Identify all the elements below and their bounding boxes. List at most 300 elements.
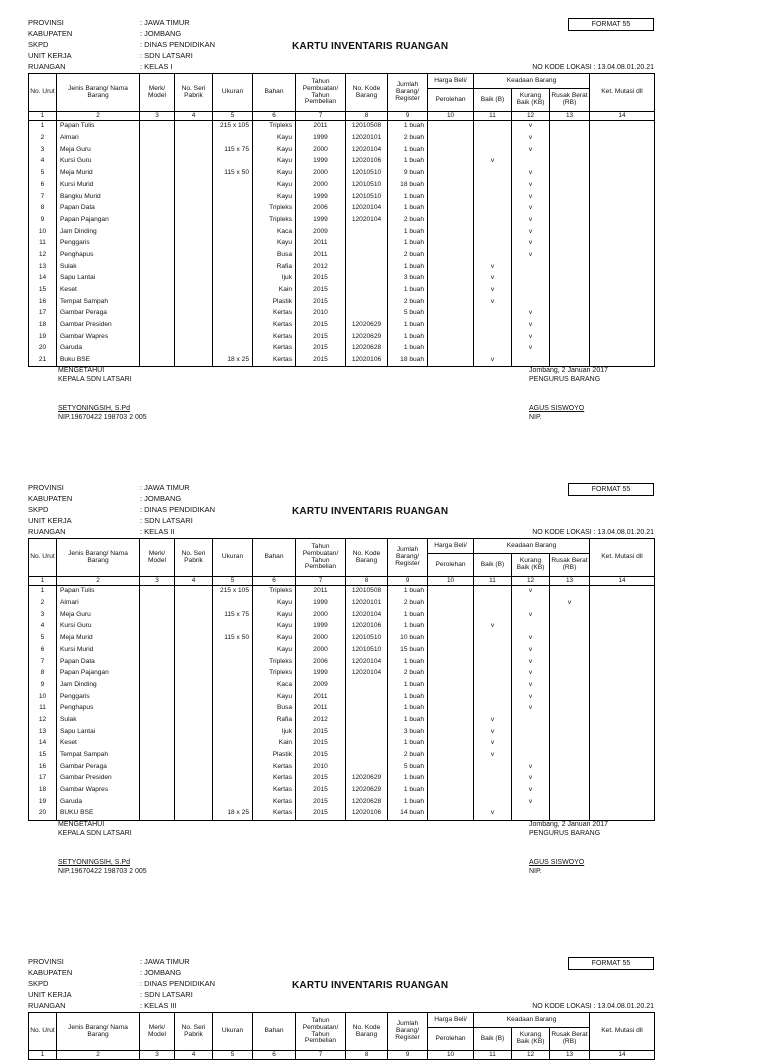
- col-bahan: Bahan: [253, 74, 296, 112]
- table-cell: [428, 133, 474, 145]
- table-cell: [175, 761, 213, 773]
- table-row: [29, 168, 655, 180]
- table-cell: [213, 761, 253, 773]
- table-cell: 1999: [296, 598, 346, 610]
- table-cell: Penggaris: [57, 238, 140, 250]
- table-cell: 2 buah: [388, 250, 428, 262]
- column-number: 10: [428, 112, 474, 121]
- table-cell: 16: [29, 761, 57, 773]
- table-cell: [550, 191, 590, 203]
- table-cell: 1999: [296, 191, 346, 203]
- table-cell: 1 buah: [388, 609, 428, 621]
- col-baik: Baik (B): [474, 1028, 512, 1051]
- table-cell: 2000: [296, 144, 346, 156]
- table-cell: [550, 621, 590, 633]
- table-cell: [428, 633, 474, 645]
- table-cell: 21: [29, 355, 57, 367]
- table-cell: Sulak: [57, 261, 140, 273]
- table-cell: 1 buah: [388, 285, 428, 297]
- table-cell: 2010: [296, 308, 346, 320]
- table-cell: 2 buah: [388, 750, 428, 762]
- table-cell: [550, 668, 590, 680]
- table-cell: 2015: [296, 808, 346, 820]
- table-cell: 18: [29, 320, 57, 332]
- ruangan-row: [28, 62, 173, 71]
- table-cell: [474, 773, 512, 785]
- table-cell: 2015: [296, 296, 346, 308]
- table-cell: Garuda: [57, 796, 140, 808]
- format-box: FORMAT 55: [568, 957, 654, 970]
- table-cell: 1 buah: [388, 680, 428, 692]
- table-cell: [140, 738, 175, 750]
- table-cell: 11: [29, 238, 57, 250]
- table-cell: [512, 261, 550, 273]
- table-row: [29, 691, 655, 703]
- table-cell: 1 buah: [388, 703, 428, 715]
- table-cell: 9: [29, 215, 57, 227]
- mengetahui-label: MENGETAHUI: [58, 820, 105, 828]
- table-cell: 12020629: [346, 785, 388, 797]
- table-cell: [175, 121, 213, 133]
- table-cell: 13: [29, 261, 57, 273]
- table-cell: Garuda: [57, 343, 140, 355]
- table-cell: v: [512, 168, 550, 180]
- table-cell: Kertas: [253, 343, 296, 355]
- table-cell: v: [474, 285, 512, 297]
- table-cell: v: [512, 668, 550, 680]
- skpd-row: [28, 979, 215, 988]
- table-cell: 2006: [296, 656, 346, 668]
- table-cell: 2 buah: [388, 598, 428, 610]
- table-cell: 18 x 25: [213, 808, 253, 820]
- unit-kerja-value: : SDN LATSARI: [140, 516, 193, 525]
- table-cell: Meja Guru: [57, 144, 140, 156]
- table-cell: 12020629: [346, 331, 388, 343]
- column-number: 6: [253, 112, 296, 121]
- table-cell: Gambar Wapres: [57, 331, 140, 343]
- table-cell: v: [512, 785, 550, 797]
- col-ukuran: Ukuran: [213, 74, 253, 112]
- col-harga: Harga Beli/: [428, 1013, 474, 1028]
- table-cell: v: [512, 250, 550, 262]
- table-cell: [346, 296, 388, 308]
- table-cell: v: [550, 598, 590, 610]
- column-number: 6: [253, 1051, 296, 1060]
- table-cell: [474, 703, 512, 715]
- table-cell: [213, 656, 253, 668]
- table-cell: 1 buah: [388, 621, 428, 633]
- table-cell: 13: [29, 726, 57, 738]
- table-cell: 2000: [296, 179, 346, 191]
- pengurus-title: PENGURUS BARANG: [529, 376, 601, 384]
- table-cell: Kursi Guru: [57, 156, 140, 168]
- table-cell: 2006: [296, 203, 346, 215]
- table-cell: 12010510: [346, 644, 388, 656]
- table-cell: [213, 680, 253, 692]
- table-cell: Gambar Presiden: [57, 320, 140, 332]
- table-cell: [175, 715, 213, 727]
- table-cell: [590, 273, 655, 285]
- table-cell: [175, 691, 213, 703]
- table-cell: [474, 308, 512, 320]
- table-cell: [213, 621, 253, 633]
- table-cell: [175, 656, 213, 668]
- table-row: [29, 343, 655, 355]
- table-cell: [474, 633, 512, 645]
- table-cell: [175, 355, 213, 367]
- table-cell: 1 buah: [388, 156, 428, 168]
- table-cell: [140, 726, 175, 738]
- table-cell: 2009: [296, 226, 346, 238]
- format-box: FORMAT 55: [568, 483, 654, 496]
- table-cell: v: [512, 691, 550, 703]
- col-no: No. Urut: [29, 1013, 57, 1051]
- table-cell: 1 buah: [388, 121, 428, 133]
- table-cell: 12020104: [346, 656, 388, 668]
- table-cell: Kertas: [253, 331, 296, 343]
- table-cell: 12020104: [346, 668, 388, 680]
- table-cell: v: [512, 343, 550, 355]
- skpd-label: SKPD: [28, 505, 49, 514]
- table-cell: Papan Data: [57, 203, 140, 215]
- table-row: [29, 609, 655, 621]
- table-cell: 12020101: [346, 598, 388, 610]
- table-cell: [346, 680, 388, 692]
- table-cell: [140, 668, 175, 680]
- table-row: [29, 156, 655, 168]
- table-cell: [175, 785, 213, 797]
- table-cell: 1 buah: [388, 238, 428, 250]
- table-cell: [590, 168, 655, 180]
- table-cell: v: [474, 296, 512, 308]
- table-cell: [175, 738, 213, 750]
- column-number: 9: [388, 1051, 428, 1060]
- table-cell: Penghapus: [57, 703, 140, 715]
- table-cell: [550, 133, 590, 145]
- table-cell: 2015: [296, 738, 346, 750]
- table-cell: [213, 320, 253, 332]
- table-row: [29, 738, 655, 750]
- unit-kerja-value: : SDN LATSARI: [140, 990, 193, 999]
- table-cell: 18 x 25: [213, 355, 253, 367]
- table-row: [29, 191, 655, 203]
- inventory-table: [28, 538, 655, 821]
- table-cell: [175, 621, 213, 633]
- table-cell: [474, 343, 512, 355]
- table-cell: 12020104: [346, 203, 388, 215]
- table-cell: v: [474, 738, 512, 750]
- table-cell: 12020628: [346, 796, 388, 808]
- table-cell: [474, 796, 512, 808]
- table-cell: [140, 203, 175, 215]
- table-cell: [590, 668, 655, 680]
- table-cell: Plastik: [253, 750, 296, 762]
- table-cell: 18 buah: [388, 179, 428, 191]
- table-row: [29, 761, 655, 773]
- table-cell: v: [512, 703, 550, 715]
- table-cell: [140, 609, 175, 621]
- table-cell: [175, 144, 213, 156]
- signature-block: [28, 821, 654, 879]
- table-cell: 115 x 50: [213, 633, 253, 645]
- col-ukuran: Ukuran: [213, 1013, 253, 1051]
- table-cell: [175, 750, 213, 762]
- table-cell: [175, 680, 213, 692]
- table-cell: [213, 203, 253, 215]
- column-number: 5: [213, 1051, 253, 1060]
- table-cell: [590, 238, 655, 250]
- table-cell: 19: [29, 796, 57, 808]
- table-cell: v: [512, 320, 550, 332]
- table-cell: [175, 191, 213, 203]
- table-cell: [175, 644, 213, 656]
- ruangan-label: RUANGAN: [28, 1001, 66, 1010]
- table-cell: v: [474, 621, 512, 633]
- table-cell: BUKU BSE: [57, 808, 140, 820]
- table-cell: Meja Murid: [57, 633, 140, 645]
- table-cell: 20: [29, 343, 57, 355]
- column-number: 12: [512, 112, 550, 121]
- table-cell: [512, 598, 550, 610]
- provinsi-value: : JAWA TIMUR: [140, 957, 190, 966]
- table-cell: 14: [29, 273, 57, 285]
- column-number: 1: [29, 577, 57, 586]
- table-cell: [175, 773, 213, 785]
- table-cell: [512, 273, 550, 285]
- unit-kerja-row: [28, 990, 193, 999]
- table-cell: [140, 355, 175, 367]
- table-cell: [512, 808, 550, 820]
- table-cell: [428, 738, 474, 750]
- table-cell: [428, 215, 474, 227]
- table-row: [29, 644, 655, 656]
- table-cell: [213, 726, 253, 738]
- table-cell: 2011: [296, 250, 346, 262]
- table-cell: 2: [29, 133, 57, 145]
- table-cell: [550, 773, 590, 785]
- table-row: [29, 238, 655, 250]
- card-title: KARTU INVENTARIS RUANGAN: [292, 980, 449, 991]
- table-cell: v: [512, 331, 550, 343]
- table-cell: [590, 296, 655, 308]
- table-cell: [346, 726, 388, 738]
- table-cell: 2 buah: [388, 215, 428, 227]
- table-cell: 12010508: [346, 121, 388, 133]
- signature-date: Jombang, 2 Januari 2017: [529, 367, 608, 375]
- provinsi-row: [28, 957, 190, 966]
- table-cell: [140, 680, 175, 692]
- column-number: 4: [175, 112, 213, 121]
- table-cell: v: [512, 133, 550, 145]
- table-cell: [590, 121, 655, 133]
- table-cell: [474, 215, 512, 227]
- column-number-row: [29, 112, 655, 121]
- table-cell: 115 x 75: [213, 144, 253, 156]
- column-number: 8: [346, 577, 388, 586]
- table-cell: [590, 586, 655, 598]
- table-row: [29, 331, 655, 343]
- table-cell: 12010508: [346, 586, 388, 598]
- column-number: 8: [346, 112, 388, 121]
- kepala-title: KEPALA SDN LATSARI: [58, 376, 132, 384]
- table-cell: 9: [29, 680, 57, 692]
- table-cell: Papan Data: [57, 656, 140, 668]
- table-cell: [474, 133, 512, 145]
- table-cell: 14 buah: [388, 808, 428, 820]
- table-cell: Gambar Peraga: [57, 308, 140, 320]
- table-cell: 10: [29, 691, 57, 703]
- table-cell: 2 buah: [388, 296, 428, 308]
- table-cell: Kain: [253, 738, 296, 750]
- table-cell: v: [474, 726, 512, 738]
- kabupaten-value: : JOMBANG: [140, 968, 182, 977]
- column-number-row: [29, 1051, 655, 1060]
- table-cell: [140, 703, 175, 715]
- table-cell: [428, 203, 474, 215]
- table-cell: [140, 621, 175, 633]
- ruangan-value: : KELAS I: [140, 62, 173, 71]
- signature-date: Jombang, 2 Januari 2017: [529, 820, 608, 828]
- table-row: [29, 261, 655, 273]
- col-ket: Ket. Mutasi dll: [590, 539, 655, 577]
- table-cell: [213, 215, 253, 227]
- table-cell: 5 buah: [388, 308, 428, 320]
- table-cell: [428, 691, 474, 703]
- col-kurang: Kurang Baik (KB): [512, 554, 550, 577]
- col-perolehan: Perolehan: [428, 1028, 474, 1051]
- table-cell: 2011: [296, 586, 346, 598]
- table-cell: Sapu Lantai: [57, 273, 140, 285]
- table-cell: [550, 691, 590, 703]
- table-cell: [590, 215, 655, 227]
- table-cell: v: [512, 680, 550, 692]
- table-cell: 9 buah: [388, 168, 428, 180]
- table-cell: v: [512, 773, 550, 785]
- table-row: [29, 773, 655, 785]
- pengurus-nip: NIP.: [529, 867, 542, 875]
- table-cell: Kertas: [253, 308, 296, 320]
- table-cell: [140, 331, 175, 343]
- column-number: 4: [175, 577, 213, 586]
- table-cell: 20: [29, 808, 57, 820]
- table-cell: 115 x 50: [213, 168, 253, 180]
- table-cell: Ijuk: [253, 273, 296, 285]
- table-cell: [213, 668, 253, 680]
- table-cell: [550, 656, 590, 668]
- table-cell: [590, 343, 655, 355]
- skpd-label: SKPD: [28, 40, 49, 49]
- inventory-card-2: [28, 483, 654, 879]
- table-cell: [140, 296, 175, 308]
- table-cell: v: [512, 308, 550, 320]
- table-cell: [175, 726, 213, 738]
- column-number: 5: [213, 577, 253, 586]
- column-number: 12: [512, 1051, 550, 1060]
- table-cell: [140, 261, 175, 273]
- table-cell: [213, 715, 253, 727]
- table-cell: 115 x 75: [213, 609, 253, 621]
- table-cell: [428, 320, 474, 332]
- table-cell: [175, 343, 213, 355]
- table-cell: [428, 144, 474, 156]
- col-rusak: Rusak Berat (RB): [550, 89, 590, 112]
- table-cell: 2015: [296, 285, 346, 297]
- column-number: 5: [213, 112, 253, 121]
- table-cell: 12020104: [346, 609, 388, 621]
- table-cell: [140, 715, 175, 727]
- table-cell: [428, 750, 474, 762]
- table-cell: [550, 750, 590, 762]
- column-number: 13: [550, 112, 590, 121]
- unit-kerja-label: UNIT KERJA: [28, 990, 72, 999]
- pengurus-name: AGUS SISWOYO: [529, 405, 585, 413]
- table-row: [29, 785, 655, 797]
- provinsi-label: PROVINSI: [28, 483, 64, 492]
- table-cell: [512, 726, 550, 738]
- col-kode: No. Kode Barang: [346, 1013, 388, 1051]
- table-cell: [590, 226, 655, 238]
- inventory-card-3: [28, 957, 654, 1060]
- column-number: 2: [57, 112, 140, 121]
- table-cell: 19: [29, 331, 57, 343]
- table-cell: [428, 179, 474, 191]
- col-merk: Merk/ Model: [140, 74, 175, 112]
- table-cell: [346, 691, 388, 703]
- table-cell: 2015: [296, 343, 346, 355]
- unit-kerja-label: UNIT KERJA: [28, 516, 72, 525]
- column-number: 10: [428, 577, 474, 586]
- table-cell: [550, 609, 590, 621]
- table-cell: [474, 191, 512, 203]
- table-cell: [175, 133, 213, 145]
- table-cell: [140, 773, 175, 785]
- table-row: [29, 320, 655, 332]
- table-cell: 12: [29, 715, 57, 727]
- table-cell: [213, 703, 253, 715]
- table-cell: Gambar Wapres: [57, 785, 140, 797]
- table-cell: [428, 726, 474, 738]
- table-cell: 12010510: [346, 191, 388, 203]
- col-rusak: Rusak Berat (RB): [550, 554, 590, 577]
- table-cell: [213, 250, 253, 262]
- table-row: [29, 668, 655, 680]
- kepala-title: KEPALA SDN LATSARI: [58, 829, 132, 837]
- table-cell: [428, 121, 474, 133]
- table-cell: 2 buah: [388, 133, 428, 145]
- table-cell: [213, 156, 253, 168]
- table-cell: Papan Tulis: [57, 586, 140, 598]
- table-cell: [474, 226, 512, 238]
- table-cell: v: [474, 750, 512, 762]
- table-cell: [550, 285, 590, 297]
- table-cell: [512, 621, 550, 633]
- table-cell: [175, 668, 213, 680]
- table-cell: [140, 308, 175, 320]
- kabupaten-row: [28, 968, 181, 977]
- table-cell: v: [474, 156, 512, 168]
- provinsi-row: [28, 18, 190, 27]
- col-tahun: Tahun Pembuatan/ Tahun Pembelian: [296, 539, 346, 577]
- table-cell: [175, 586, 213, 598]
- card-title: KARTU INVENTARIS RUANGAN: [292, 41, 449, 52]
- kabupaten-value: : JOMBANG: [140, 29, 182, 38]
- table-cell: [590, 621, 655, 633]
- col-kode: No. Kode Barang: [346, 74, 388, 112]
- column-number: 9: [388, 577, 428, 586]
- table-cell: 12020629: [346, 320, 388, 332]
- table-cell: [140, 691, 175, 703]
- table-cell: Rafia: [253, 715, 296, 727]
